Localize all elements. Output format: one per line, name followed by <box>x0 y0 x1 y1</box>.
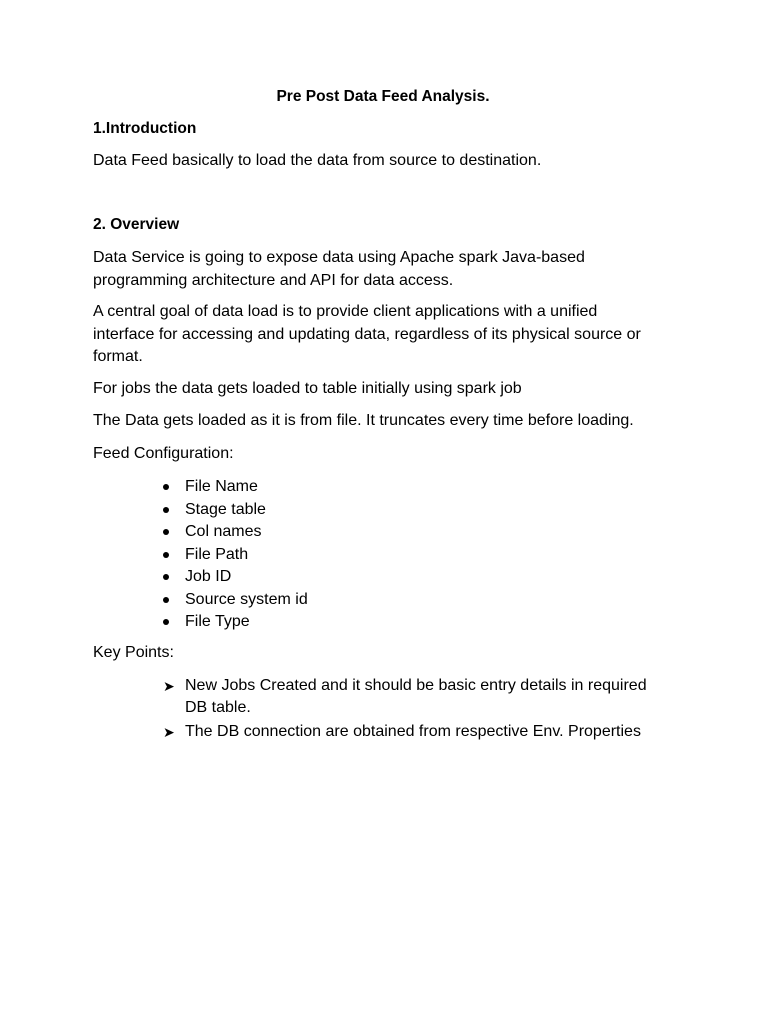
bullet-icon <box>163 597 169 603</box>
arrow-bullet-icon: ➤ <box>163 678 175 694</box>
overview-paragraph-2: A central goal of data load is to provide client applications with a unified interface for accessing and updating data, regardless of its physical source or format. <box>93 303 641 365</box>
overview-heading: 2. Overview <box>93 216 180 233</box>
list-item: Col names <box>163 521 308 544</box>
list-item: ➤ New Jobs Created and it should be basic entry details in required DB table. <box>163 677 647 716</box>
bullet-icon <box>163 574 169 580</box>
introduction-text: Data Feed basically to load the data from source to destination. <box>93 152 542 169</box>
list-item: File Type <box>163 611 308 634</box>
document-title: Pre Post Data Feed Analysis. <box>276 88 490 105</box>
feed-configuration-label: Feed Configuration: <box>93 445 234 462</box>
feed-configuration-list <box>163 476 308 634</box>
list-item: Stage table <box>163 499 308 522</box>
overview-paragraph-4: The Data gets loaded as it is from file. It truncates every time before loading. <box>93 412 634 429</box>
list-item: File Path <box>163 544 308 567</box>
arrow-bullet-icon: ➤ <box>163 724 175 740</box>
list-item: File Name <box>163 476 308 499</box>
list-item: Job ID <box>163 566 308 589</box>
list-item: ➤ The DB connection are obtained from respective Env. Properties <box>163 721 673 743</box>
overview-paragraph-3: For jobs the data gets loaded to table initially using spark job <box>93 380 522 397</box>
overview-paragraph-1: Data Service is going to expose data using Apache spark Java-based programming architecture and API for data access. <box>93 249 585 289</box>
bullet-icon <box>163 552 169 558</box>
list-item: Source system id <box>163 589 308 612</box>
bullet-icon <box>163 619 169 625</box>
key-points-list <box>163 675 673 745</box>
bullet-icon <box>163 529 169 535</box>
bullet-icon <box>163 484 169 490</box>
bullet-icon <box>163 507 169 513</box>
introduction-heading: 1.Introduction <box>93 120 197 137</box>
key-points-label: Key Points: <box>93 644 174 661</box>
